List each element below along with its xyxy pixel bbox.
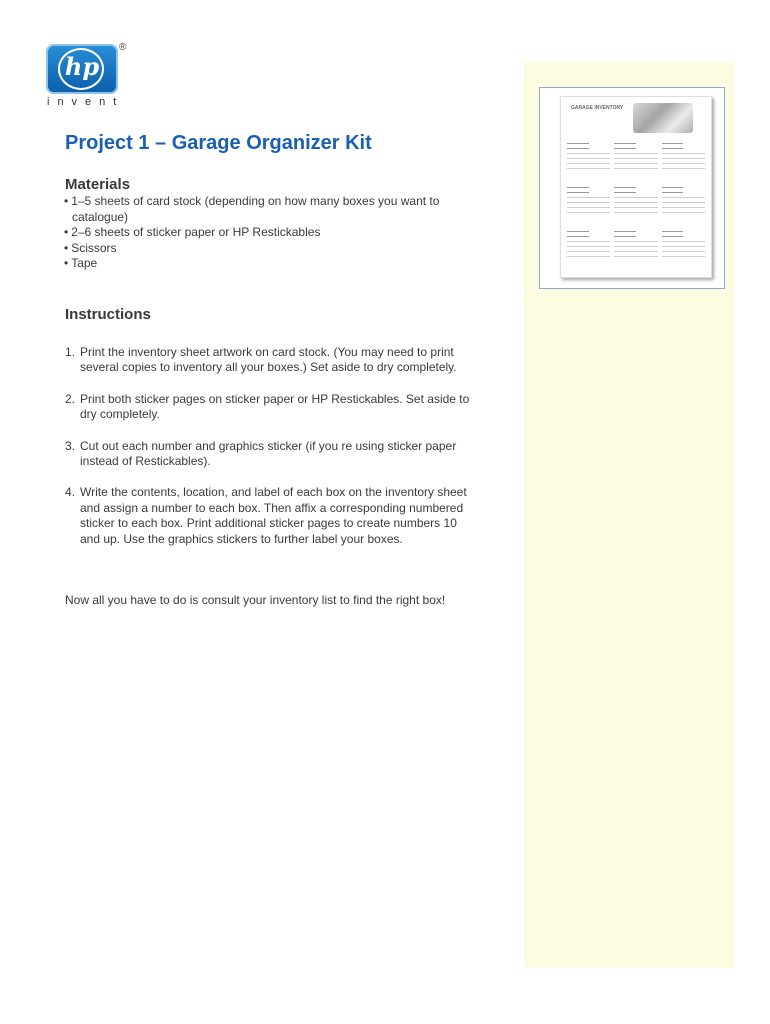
thumbnail-line (662, 202, 705, 203)
thumbnail-grid (567, 139, 705, 265)
thumbnail-line (567, 187, 589, 188)
thumbnail-line (662, 212, 705, 213)
thumbnail-line (662, 163, 705, 164)
thumbnail-line (567, 256, 610, 257)
step-number: 2. (65, 391, 76, 406)
step-text: Print the inventory sheet artwork on card stock. (You may need to print several copies to inventory all your boxes.) Set aside to dry completely. (80, 345, 457, 375)
instructions-list (65, 345, 475, 563)
thumbnail-line (662, 207, 705, 208)
thumbnail-line (567, 153, 610, 154)
thumbnail-line (662, 187, 684, 188)
thumbnail-cell (614, 139, 657, 177)
thumbnail-line (662, 168, 705, 169)
thumbnail-line (567, 148, 589, 149)
thumbnail-line (614, 197, 657, 198)
thumbnail-line (662, 251, 705, 252)
closing-text: Now all you have to do is consult your inventory list to find the right box! (65, 593, 446, 607)
thumbnail-line (662, 192, 684, 193)
step-number: 1. (65, 345, 76, 359)
thumbnail-line (567, 202, 610, 203)
thumbnail-cell (614, 183, 657, 221)
thumbnail-line (662, 153, 705, 154)
thumbnail-line (567, 236, 589, 237)
materials-heading: Materials (65, 176, 131, 193)
thumbnail-line (614, 246, 657, 247)
thumbnail-line (567, 192, 589, 193)
materials-list (64, 194, 484, 272)
thumbnail-line (662, 158, 705, 159)
thumbnail-line (567, 207, 610, 208)
thumbnail-cell (567, 183, 610, 221)
thumbnail-line (662, 241, 705, 242)
thumbnail-line (567, 168, 610, 169)
thumbnail-line (662, 236, 684, 237)
logo-text: hp (64, 52, 100, 81)
instruction-step (65, 345, 475, 376)
thumbnail-line (614, 187, 636, 188)
thumbnail-line (567, 241, 610, 242)
thumbnail-line (614, 202, 657, 203)
step-number: 3. (65, 438, 76, 453)
materials-item: • 1–5 sheets of card stock (depending on how many boxes you want to catalogue) (64, 194, 484, 225)
thumbnail-line (614, 231, 636, 232)
thumbnail-line (662, 197, 705, 198)
thumbnail-line (567, 251, 610, 252)
thumbnail-line (614, 192, 636, 193)
materials-item: • 2–6 sheets of sticker paper or HP Restickables (64, 225, 484, 241)
thumbnail-line (614, 153, 657, 154)
thumbnail-line (662, 148, 684, 149)
thumbnail-line (614, 143, 636, 144)
thumbnail-line (567, 158, 610, 159)
thumbnail-line (614, 251, 657, 252)
thumbnail-line (662, 231, 684, 232)
thumbnail-line (614, 148, 636, 149)
thumbnail-cell (662, 183, 705, 221)
materials-item: • Tape (64, 256, 484, 272)
step-text: Cut out each number and graphics sticker (if you re using sticker paper instead of Restickables). (80, 438, 457, 469)
tagline: invent (47, 96, 125, 108)
thumbnail-line (567, 143, 589, 144)
instruction-step (65, 485, 475, 547)
thumbnail-line (567, 197, 610, 198)
instruction-step (65, 392, 475, 423)
thumbnail-cell (662, 227, 705, 265)
thumbnail-cell (614, 227, 657, 265)
materials-item: • Scissors (64, 241, 484, 257)
thumbnail-cell (662, 139, 705, 177)
thumbnail-line (567, 163, 610, 164)
thumbnail-line (614, 236, 636, 237)
instruction-step (65, 439, 475, 470)
thumbnail-line (662, 143, 684, 144)
registered-mark: ® (119, 42, 127, 53)
inventory-sheet-thumbnail (539, 87, 725, 289)
step-number: 4. (65, 485, 76, 500)
step-text: Write the contents, location, and label of each box on the inventory sheet and assign a number to each box. Then affix a corresponding numbered sticker to each box. Print additional sticker pages to create numbers 10 and up. Use the graphics stickers to further label your boxes. (80, 485, 467, 546)
thumbnail-cell (567, 139, 610, 177)
thumbnail-line (614, 241, 657, 242)
page-title: Project 1 – Garage Organizer Kit (65, 132, 372, 154)
thumbnail-line (614, 168, 657, 169)
thumbnail-line (567, 246, 610, 247)
thumbnail-page (560, 96, 712, 278)
hp-logo (46, 44, 118, 94)
instructions-heading: Instructions (65, 306, 151, 323)
thumbnail-line (614, 256, 657, 257)
thumbnail-cell (567, 227, 610, 265)
thumbnail-line (614, 212, 657, 213)
thumbnail-line (662, 256, 705, 257)
garage-tools-image (633, 103, 693, 133)
thumbnail-line (614, 207, 657, 208)
thumbnail-line (614, 158, 657, 159)
thumbnail-line (567, 231, 589, 232)
step-text: Print both sticker pages on sticker paper or HP Restickables. Set aside to dry completely. (80, 391, 470, 422)
thumbnail-line (662, 246, 705, 247)
thumbnail-title: GARAGE INVENTORY (571, 105, 624, 111)
thumbnail-line (614, 163, 657, 164)
thumbnail-line (567, 212, 610, 213)
